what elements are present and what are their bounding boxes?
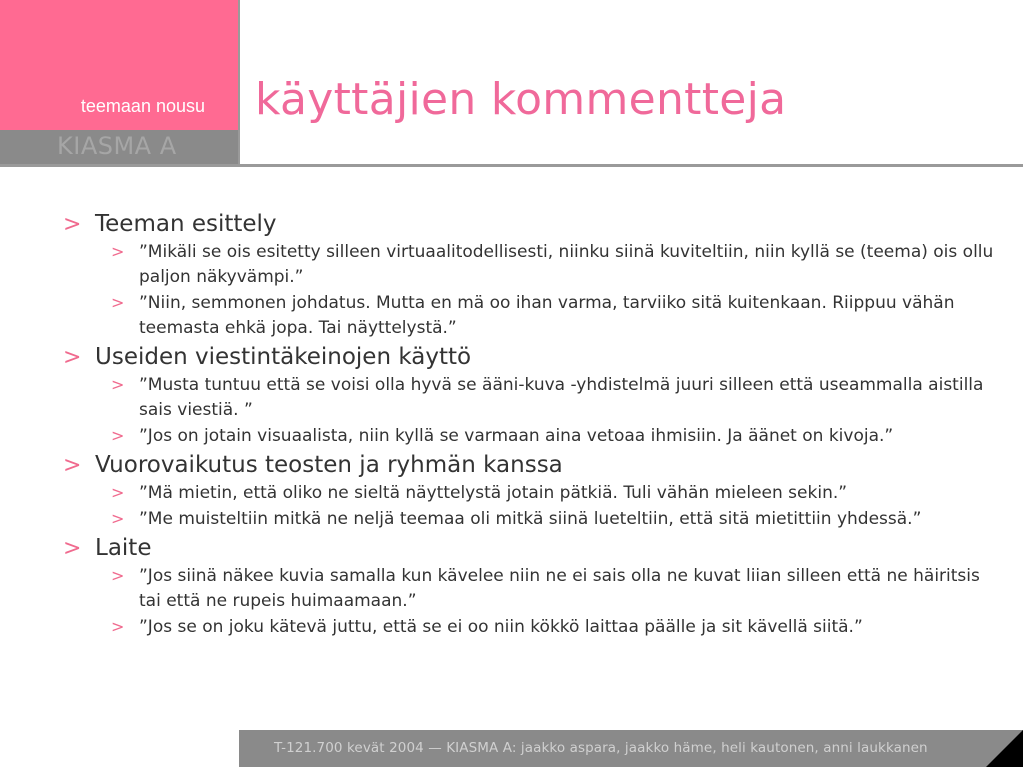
bullet-arrow-icon: > <box>63 536 82 561</box>
quote-item <box>111 563 1003 614</box>
section-heading <box>63 210 1003 239</box>
sub-bullet-arrow-icon: > <box>111 375 125 394</box>
sub-bullet-arrow-icon: > <box>111 617 125 636</box>
sub-bullet-arrow-icon: > <box>111 483 125 502</box>
bullet-arrow-icon: > <box>63 453 82 478</box>
brand-label: KIASMA A <box>57 132 177 160</box>
sub-bullet-arrow-icon: > <box>111 242 125 261</box>
quote-item <box>111 614 1003 640</box>
header-vertical-divider <box>238 0 240 167</box>
sub-bullet-arrow-icon: > <box>111 426 125 445</box>
section-heading-text: Laite <box>95 535 152 561</box>
section-heading <box>63 451 1003 480</box>
quote-text: ”Me muisteltiin mitkä ne neljä teemaa oli mitkä siinä lueteltiin, että sitä mietittiin yhdessä.” <box>139 509 922 529</box>
sub-bullet-arrow-icon: > <box>111 566 125 585</box>
quote-item <box>111 506 1003 532</box>
sub-bullet-arrow-icon: > <box>111 293 125 312</box>
quote-item <box>111 239 1003 290</box>
section-teeman-esittely <box>63 210 1003 341</box>
section-laite <box>63 534 1003 640</box>
bullet-arrow-icon: > <box>63 345 82 370</box>
section-vuorovaikutus <box>63 451 1003 532</box>
quote-item <box>111 423 1003 449</box>
quote-text: ”Niin, semmonen johdatus. Mutta en mä oo ihan varma, tarviiko sitä kuitenkaan. Riippuu vähän teemasta ehkä jopa. Tai näyttelystä.” <box>139 293 955 338</box>
section-heading-text: Useiden viestintäkeinojen käyttö <box>95 344 472 370</box>
sub-bullet-arrow-icon: > <box>111 509 125 528</box>
slide-subtitle: teemaan nousu <box>80 96 205 116</box>
section-heading <box>63 343 1003 372</box>
quote-text: ”Mä mietin, että oliko ne sieltä näyttelystä jotain pätkiä. Tuli vähän mieleen sekin.” <box>139 483 848 503</box>
quote-item <box>111 372 1003 423</box>
bullet-arrow-icon: > <box>63 212 82 237</box>
quote-text: ”Jos on jotain visuaalista, niin kyllä se varmaan aina vetoaa ihmisiin. Ja äänet on kivoja.” <box>139 426 894 446</box>
section-viestintakeinot <box>63 343 1003 449</box>
quote-text: ”Musta tuntuu että se voisi olla hyvä se ääni-kuva -yhdistelmä juuri silleen että useammalla aistilla sais viestiä. ” <box>139 375 984 420</box>
quote-item <box>111 290 1003 341</box>
section-heading-text: Vuorovaikutus teosten ja ryhmän kanssa <box>95 452 563 478</box>
header-horizontal-divider <box>0 164 1023 167</box>
section-heading-text: Teeman esittely <box>95 211 277 237</box>
slide-content <box>63 208 1003 640</box>
corner-triangle-icon <box>986 730 1023 767</box>
section-heading <box>63 534 1003 563</box>
footer-credits: T-121.700 kevät 2004 — KIASMA A: jaakko aspara, jaakko häme, heli kautonen, anni laukkanen <box>274 740 928 756</box>
quote-text: ”Jos se on joku kätevä juttu, että se ei oo niin kökkö laittaa päälle ja sit kävellä siitä.” <box>139 617 863 637</box>
quote-text: ”Mikäli se ois esitetty silleen virtuaalitodellisesti, niinku siinä kuviteltiin, niin kyllä se (teema) ois ollu paljon näkyvämpi.” <box>139 242 994 287</box>
quote-item <box>111 480 1003 506</box>
quote-text: ”Jos siinä näkee kuvia samalla kun kävelee niin ne ei sais olla ne kuvat liian silleen että ne häiritsis tai että ne rupeis huimaamaan.” <box>139 566 980 611</box>
slide-title: käyttäjien kommentteja <box>255 74 787 125</box>
